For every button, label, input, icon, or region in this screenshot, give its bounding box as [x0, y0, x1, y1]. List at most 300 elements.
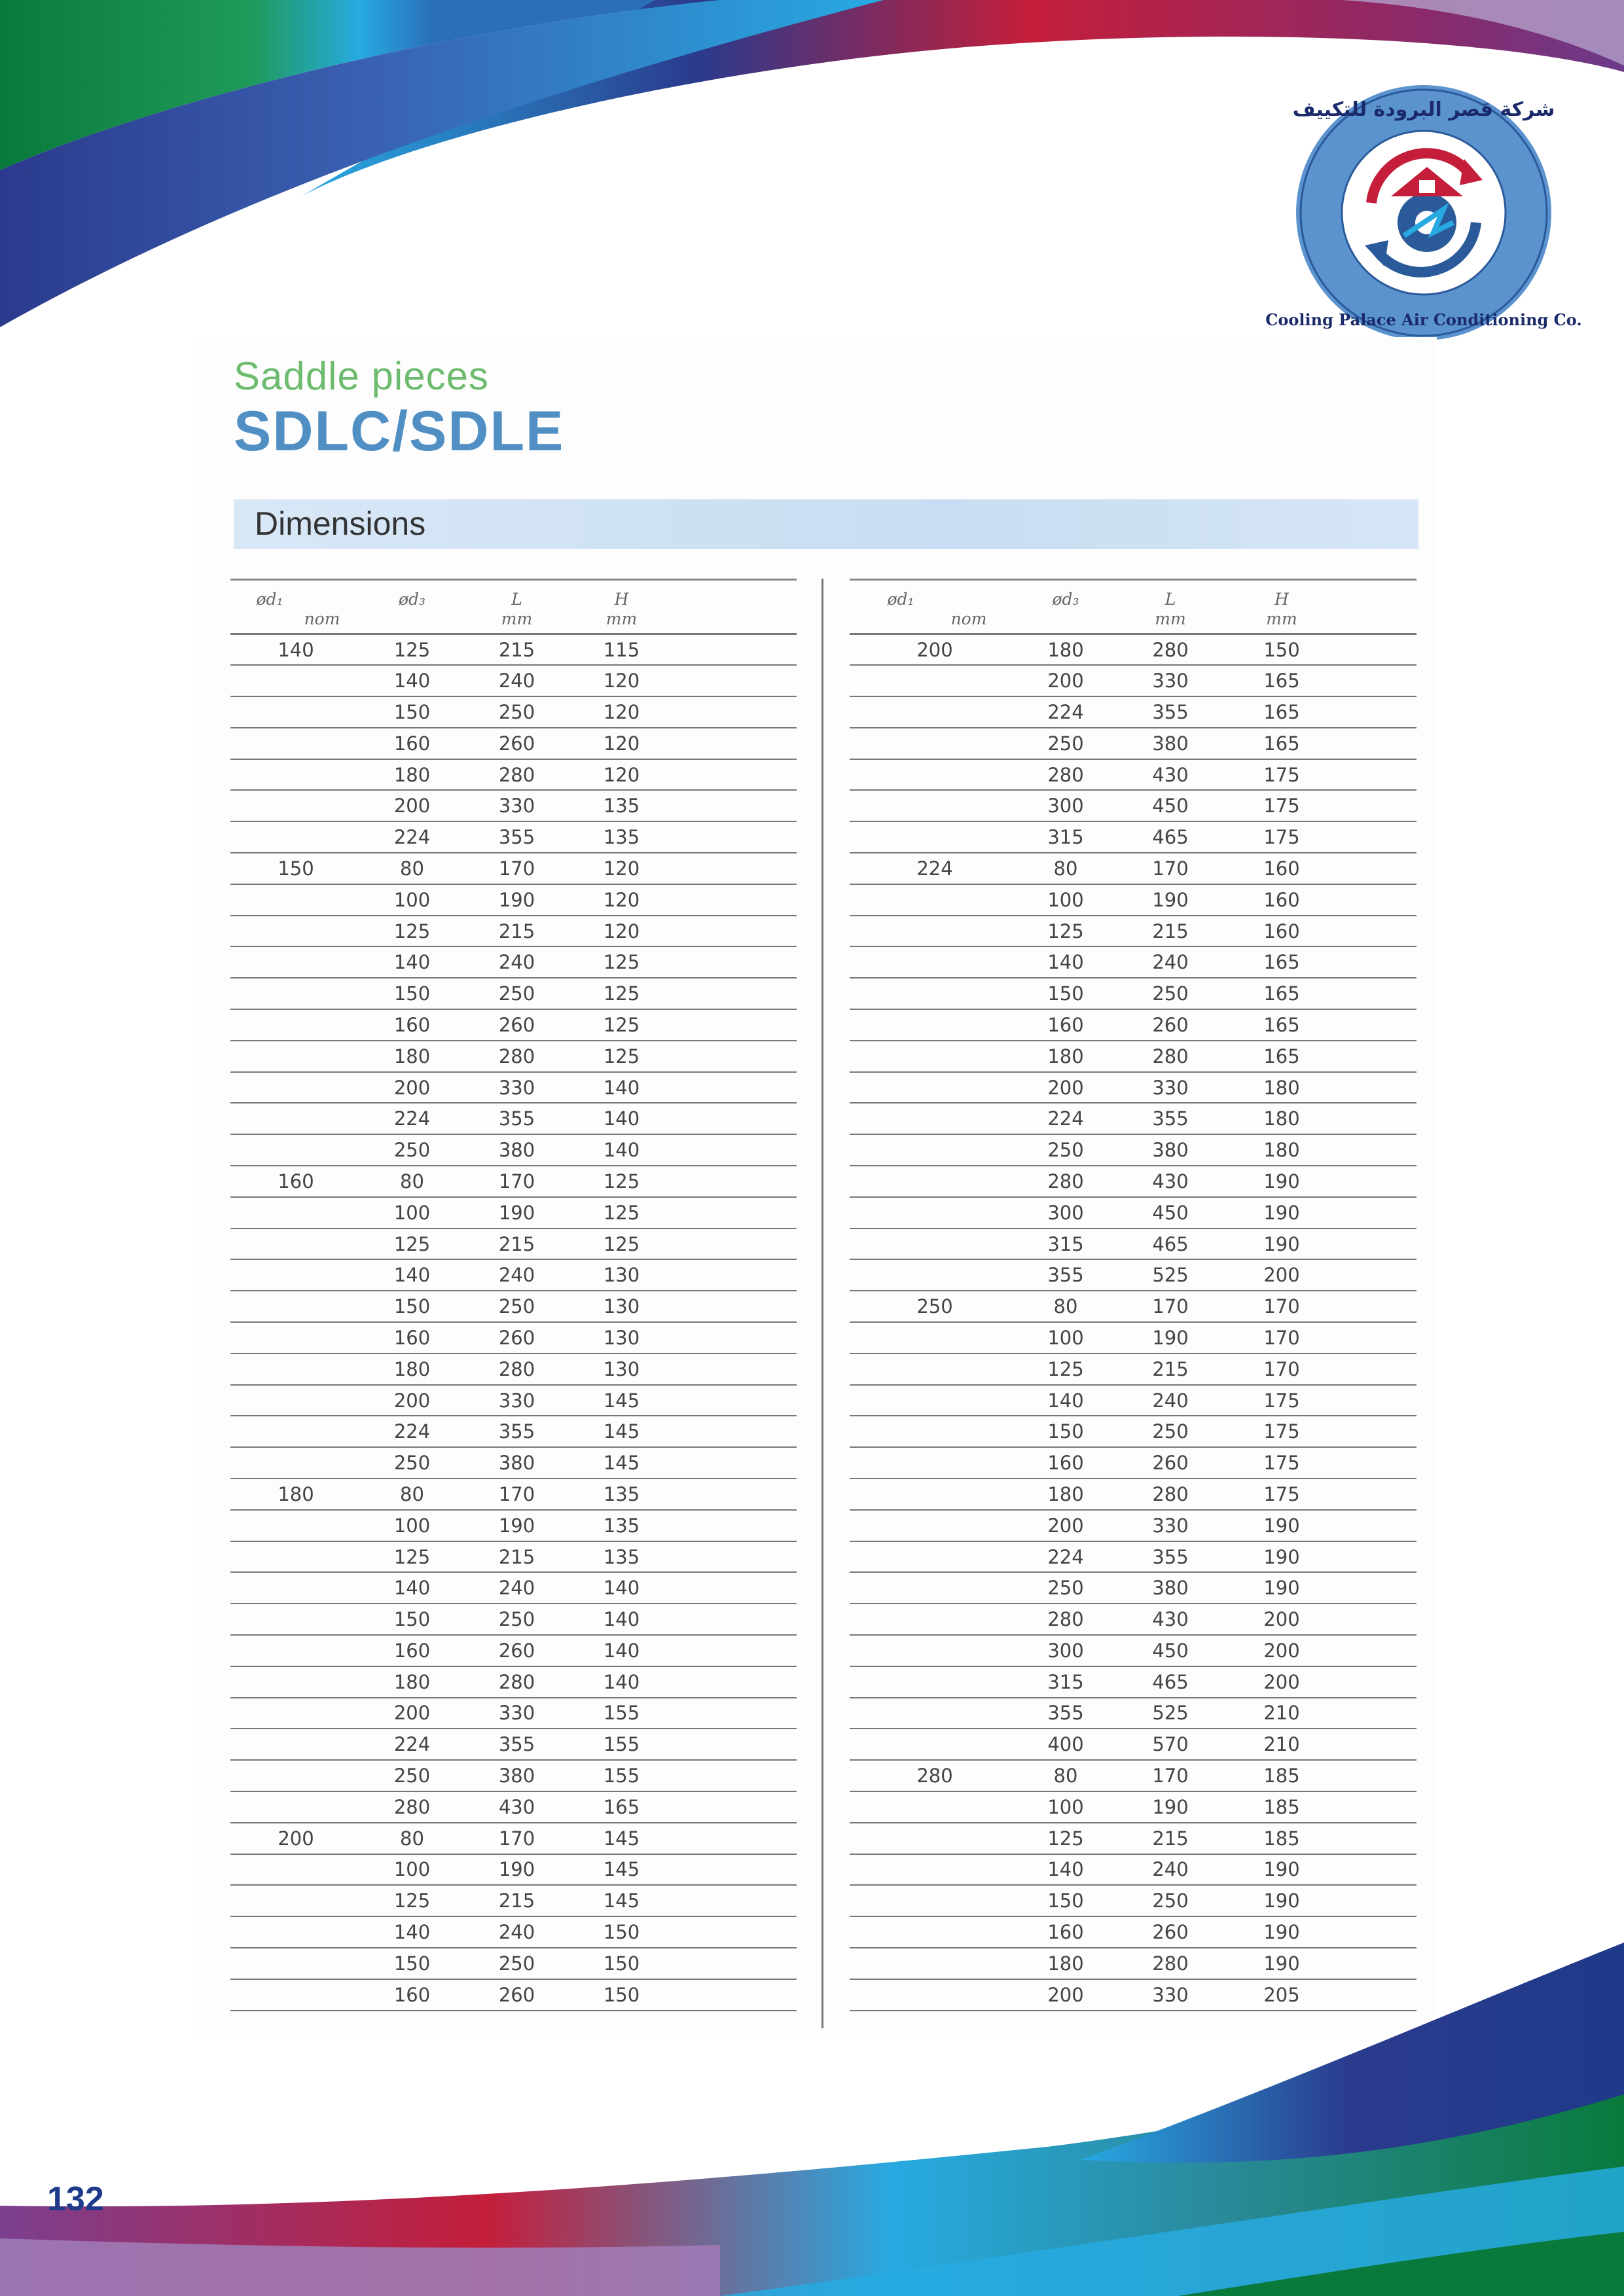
cell-h: 120	[603, 700, 640, 723]
cell-l: 465	[1152, 1232, 1189, 1255]
cell-h: 210	[1263, 1733, 1300, 1756]
cell-h: 165	[1263, 982, 1300, 1005]
cell-l: 430	[1152, 1170, 1189, 1193]
cell-d1	[850, 1009, 1020, 1041]
cell-d3: 180	[393, 763, 431, 786]
cell-d3: 160	[1047, 1921, 1084, 1944]
table-row	[850, 1197, 1416, 1229]
cell-d3: 100	[1047, 1795, 1084, 1818]
table-row	[230, 1166, 797, 1197]
table-row	[230, 1541, 797, 1573]
cell-spacer	[1334, 1197, 1416, 1229]
cell-l: 525	[1152, 1264, 1189, 1287]
cell-spacer	[672, 728, 797, 759]
table-row	[230, 1385, 797, 1416]
cell-spacer	[1334, 1604, 1416, 1635]
cell-d3: 280	[393, 1795, 431, 1818]
table-row	[850, 1259, 1416, 1291]
cell-spacer	[672, 946, 797, 978]
table-row	[230, 916, 797, 947]
cell-d3: 100	[393, 1201, 431, 1224]
cell-h: 185	[1263, 1795, 1300, 1818]
cell-l: 465	[1152, 826, 1189, 849]
table-row	[850, 1103, 1416, 1134]
cell-h: 140	[603, 1639, 640, 1662]
cell-h: 190	[1263, 1890, 1300, 1912]
cell-l: 190	[498, 1858, 535, 1881]
cell-d3: 125	[1047, 920, 1084, 942]
cell-l: 330	[1152, 1076, 1189, 1099]
cell-h: 120	[603, 857, 640, 880]
cell-l: 570	[1152, 1733, 1189, 1756]
cell-spacer	[672, 1854, 797, 1886]
cell-l: 190	[1152, 1326, 1189, 1349]
cell-d1	[230, 1197, 361, 1229]
cell-l: 330	[498, 795, 535, 817]
cell-l: 355	[1152, 1545, 1189, 1568]
cell-h: 190	[1263, 1952, 1300, 1975]
cell-h: 175	[1263, 1482, 1300, 1505]
cell-h: 135	[603, 1545, 640, 1568]
cell-d3: 200	[393, 1702, 431, 1725]
cell-h: 175	[1263, 763, 1300, 786]
cell-d3: 125	[393, 638, 431, 661]
cell-spacer	[1334, 1009, 1416, 1041]
cell-spacer	[1334, 1510, 1416, 1541]
cell-d3: 224	[393, 1733, 431, 1756]
table-row	[850, 1291, 1416, 1322]
cell-spacer	[1334, 665, 1416, 696]
cell-l: 240	[498, 670, 535, 692]
cell-spacer	[672, 1635, 797, 1666]
table-row	[230, 1479, 797, 1510]
cell-d1	[850, 696, 1020, 728]
table-row	[230, 1729, 797, 1760]
cell-d3: 224	[393, 1420, 431, 1443]
cell-l: 240	[498, 1921, 535, 1944]
cell-l: 355	[498, 1420, 535, 1443]
table-row	[230, 1134, 797, 1166]
cell-l: 215	[1152, 1827, 1189, 1850]
cell-h: 200	[1263, 1670, 1300, 1693]
cell-spacer	[1334, 1666, 1416, 1698]
company-logo	[1265, 82, 1582, 344]
table-body-left	[230, 634, 797, 2011]
cell-h: 200	[1263, 1639, 1300, 1662]
cell-spacer	[1334, 884, 1416, 916]
table-body-right	[850, 634, 1416, 2011]
cell-spacer	[1334, 1259, 1416, 1291]
cell-d1	[850, 1072, 1020, 1103]
cell-spacer	[1334, 1791, 1416, 1823]
cell-l: 260	[1152, 1452, 1189, 1475]
cell-d1	[230, 1291, 361, 1322]
cell-d3: 355	[1047, 1264, 1084, 1287]
cell-d3: 100	[1047, 888, 1084, 911]
cell-d1	[230, 1541, 361, 1573]
cell-d1	[230, 1572, 361, 1604]
cell-d1: 280	[916, 1765, 953, 1787]
cell-d3: 160	[1047, 1013, 1084, 1036]
cell-l: 215	[498, 920, 535, 942]
table-row	[850, 1666, 1416, 1698]
cell-d1	[230, 946, 361, 978]
table-row	[230, 946, 797, 978]
cell-spacer	[672, 1103, 797, 1134]
cell-h: 150	[603, 1921, 640, 1944]
table-row	[850, 1823, 1416, 1854]
cell-d3: 125	[393, 920, 431, 942]
cell-d1	[230, 1854, 361, 1886]
cell-h: 175	[1263, 1452, 1300, 1475]
cell-l: 190	[1152, 1795, 1189, 1818]
cell-l: 355	[1152, 1107, 1189, 1130]
cell-d3: 80	[400, 857, 424, 880]
cell-d3: 250	[1047, 1139, 1084, 1162]
cell-d3: 180	[1047, 638, 1084, 661]
cell-d3: 150	[393, 1295, 431, 1318]
cell-d1	[850, 1354, 1020, 1385]
cell-l: 215	[498, 1890, 535, 1912]
cell-l: 380	[1152, 1577, 1189, 1600]
cell-spacer	[672, 1572, 797, 1604]
cell-d1: 140	[278, 638, 314, 661]
table-row	[230, 821, 797, 853]
cell-h: 160	[1263, 888, 1300, 911]
table-row	[850, 884, 1416, 916]
cell-spacer	[1334, 1541, 1416, 1573]
table-row	[230, 1635, 797, 1666]
cell-l: 355	[498, 826, 535, 849]
cell-spacer	[672, 790, 797, 821]
cell-h: 120	[603, 732, 640, 755]
cell-l: 355	[498, 1107, 535, 1130]
table-row	[230, 1072, 797, 1103]
header-d1-nom: ød₁ nom	[256, 590, 340, 628]
cell-d1: 250	[916, 1295, 953, 1318]
cell-h: 125	[603, 951, 640, 974]
cell-h: 190	[1263, 1545, 1300, 1568]
cell-d3: 250	[393, 1139, 431, 1162]
table-row	[850, 665, 1416, 696]
cell-spacer	[1334, 821, 1416, 853]
cell-h: 155	[603, 1733, 640, 1756]
cell-spacer	[1334, 1291, 1416, 1322]
cell-spacer	[672, 1698, 797, 1729]
cell-d3: 200	[1047, 1076, 1084, 1099]
cell-spacer	[672, 1291, 797, 1322]
cell-d3: 150	[393, 982, 431, 1005]
cell-h: 210	[1263, 1702, 1300, 1725]
cell-spacer	[672, 1541, 797, 1573]
table-row	[850, 1635, 1416, 1666]
cell-d3: 280	[1047, 763, 1084, 786]
cell-l: 215	[498, 638, 535, 661]
cell-d3: 150	[1047, 1420, 1084, 1443]
cell-d3: 250	[393, 1765, 431, 1787]
cell-spacer	[1334, 1854, 1416, 1886]
cell-h: 190	[1263, 1232, 1300, 1255]
table-row	[850, 821, 1416, 853]
cell-d3: 125	[393, 1232, 431, 1255]
cell-d1	[850, 1103, 1020, 1134]
cell-d3: 125	[393, 1545, 431, 1568]
cell-d1	[850, 1854, 1020, 1886]
table-row	[230, 1791, 797, 1823]
cell-d1	[850, 946, 1020, 978]
cell-d3: 250	[1047, 1577, 1084, 1600]
cell-d3: 280	[1047, 1608, 1084, 1631]
cell-d1	[230, 978, 361, 1009]
cell-l: 260	[498, 1013, 535, 1036]
table-row	[850, 916, 1416, 947]
table-row	[230, 1229, 797, 1260]
cell-d1	[230, 1009, 361, 1041]
cell-spacer	[1334, 853, 1416, 884]
cell-d1	[230, 665, 361, 696]
cell-d1	[230, 1729, 361, 1760]
cell-d3: 200	[393, 1076, 431, 1099]
table-row	[850, 1479, 1416, 1510]
cell-spacer	[672, 1510, 797, 1541]
table-row	[230, 1354, 797, 1385]
cell-d3: 140	[393, 1577, 431, 1600]
table-row	[850, 1885, 1416, 1916]
cell-d3: 400	[1047, 1733, 1084, 1756]
cell-h: 165	[1263, 1013, 1300, 1036]
cell-d3: 200	[1047, 670, 1084, 692]
cell-l: 330	[1152, 670, 1189, 692]
cell-d3: 125	[1047, 1827, 1084, 1850]
cell-d1: 200	[278, 1827, 314, 1850]
cell-d1	[850, 1134, 1020, 1166]
cell-h: 165	[1263, 670, 1300, 692]
table-row	[230, 696, 797, 728]
table-row	[230, 1698, 797, 1729]
table-row	[230, 1259, 797, 1291]
cell-spacer	[672, 1134, 797, 1166]
cell-d1	[230, 884, 361, 916]
cell-d3: 200	[1047, 1983, 1084, 2006]
cell-l: 250	[1152, 1420, 1189, 1443]
cell-h: 175	[1263, 1420, 1300, 1443]
table-row	[850, 853, 1416, 884]
cell-h: 145	[603, 1452, 640, 1475]
cell-spacer	[1334, 1041, 1416, 1072]
table-row	[230, 1885, 797, 1916]
cell-spacer	[1334, 1760, 1416, 1791]
table-row	[230, 634, 797, 666]
table-row	[230, 759, 797, 791]
cell-h: 165	[1263, 700, 1300, 723]
header-h: H mm	[1266, 590, 1297, 628]
cell-d1	[850, 1666, 1020, 1698]
dimensions-table-left	[230, 579, 797, 2011]
cell-spacer	[1334, 1385, 1416, 1416]
cell-l: 250	[498, 700, 535, 723]
cell-d1	[850, 1635, 1020, 1666]
header-d1-nom: ød₁ nom	[887, 590, 987, 628]
header-h: H mm	[605, 590, 638, 628]
cell-spacer	[672, 1041, 797, 1072]
cell-d3: 160	[1047, 1452, 1084, 1475]
cell-h: 130	[603, 1326, 640, 1349]
cell-h: 135	[603, 1482, 640, 1505]
cell-spacer	[672, 1259, 797, 1291]
cell-l: 430	[498, 1795, 535, 1818]
table-row	[850, 1354, 1416, 1385]
cell-h: 165	[1263, 1045, 1300, 1067]
cell-d3: 180	[1047, 1045, 1084, 1067]
cell-spacer	[672, 1791, 797, 1823]
cell-h: 170	[1263, 1326, 1300, 1349]
cell-spacer	[672, 1666, 797, 1698]
dimensions-section-bar	[234, 499, 1418, 549]
cell-h: 190	[1263, 1514, 1300, 1537]
cell-d1	[850, 1229, 1020, 1260]
cell-d1	[230, 790, 361, 821]
cell-h: 170	[1263, 1357, 1300, 1380]
table-row	[850, 1416, 1416, 1447]
table-row	[230, 1197, 797, 1229]
cell-d1	[850, 1479, 1020, 1510]
table-row	[850, 1729, 1416, 1760]
cell-l: 250	[498, 1295, 535, 1318]
cell-h: 160	[1263, 857, 1300, 880]
cell-d1: 224	[916, 857, 953, 880]
cell-spacer	[1334, 790, 1416, 821]
cell-d1	[230, 1134, 361, 1166]
cell-d3: 200	[1047, 1514, 1084, 1537]
cell-l: 450	[1152, 1201, 1189, 1224]
table-row	[850, 696, 1416, 728]
cell-l: 170	[498, 857, 535, 880]
table-row	[230, 1322, 797, 1354]
cell-d1	[230, 1666, 361, 1698]
cell-l: 280	[498, 1357, 535, 1380]
cell-d3: 80	[1053, 1295, 1078, 1318]
cell-h: 190	[1263, 1577, 1300, 1600]
cell-spacer	[672, 1009, 797, 1041]
cell-d1	[230, 1604, 361, 1635]
cell-spacer	[1334, 1479, 1416, 1510]
cell-d1	[230, 1385, 361, 1416]
table-row	[850, 1791, 1416, 1823]
cell-l: 450	[1152, 795, 1189, 817]
table-row	[230, 978, 797, 1009]
cell-l: 330	[498, 1076, 535, 1099]
cell-l: 280	[498, 763, 535, 786]
cell-h: 130	[603, 1357, 640, 1380]
cell-spacer	[1334, 1322, 1416, 1354]
cell-l: 240	[498, 951, 535, 974]
cell-l: 380	[498, 1139, 535, 1162]
cell-h: 145	[603, 1858, 640, 1881]
cell-d3: 80	[400, 1482, 424, 1505]
cell-d1: 180	[278, 1482, 314, 1505]
cell-spacer	[672, 1197, 797, 1229]
cell-l: 215	[498, 1545, 535, 1568]
cell-d1	[230, 1322, 361, 1354]
cell-d3: 140	[393, 1264, 431, 1287]
cell-h: 180	[1263, 1107, 1300, 1130]
cell-l: 170	[1152, 1765, 1189, 1787]
cell-spacer	[1334, 1166, 1416, 1197]
cell-spacer	[1334, 978, 1416, 1009]
cell-spacer	[1334, 1416, 1416, 1447]
cell-d1	[850, 1197, 1020, 1229]
table-row	[850, 634, 1416, 666]
cell-h: 160	[1263, 920, 1300, 942]
cell-spacer	[672, 696, 797, 728]
product-title: SDLC/SDLE	[234, 400, 565, 463]
cell-d3: 224	[393, 826, 431, 849]
cell-l: 190	[498, 888, 535, 911]
cell-d3: 125	[1047, 1357, 1084, 1380]
cell-l: 380	[498, 1452, 535, 1475]
cell-spacer	[1334, 1635, 1416, 1666]
cell-h: 125	[603, 1045, 640, 1067]
cell-l: 380	[498, 1765, 535, 1787]
cell-h: 120	[603, 888, 640, 911]
cell-d1	[850, 1698, 1020, 1729]
cell-d3: 224	[393, 1107, 431, 1130]
table-row	[850, 1604, 1416, 1635]
cell-h: 175	[1263, 826, 1300, 849]
cell-l: 240	[1152, 1389, 1189, 1412]
cell-d3: 140	[1047, 1858, 1084, 1881]
cell-spacer	[1334, 1134, 1416, 1166]
cell-d3: 80	[1053, 1765, 1078, 1787]
header-spacer	[672, 580, 797, 634]
cell-d1	[850, 665, 1020, 696]
table-row	[850, 1134, 1416, 1166]
cell-l: 170	[1152, 1295, 1189, 1318]
cell-d1	[230, 728, 361, 759]
cell-d3: 180	[393, 1670, 431, 1693]
cell-h: 165	[603, 1795, 640, 1818]
cell-spacer	[1334, 1447, 1416, 1479]
table-row	[850, 759, 1416, 791]
cell-d1	[850, 1572, 1020, 1604]
cell-spacer	[1334, 1698, 1416, 1729]
cell-d3: 150	[1047, 982, 1084, 1005]
cell-spacer	[672, 853, 797, 884]
cell-d1	[850, 884, 1020, 916]
cell-d1	[230, 696, 361, 728]
cell-h: 190	[1263, 1170, 1300, 1193]
cell-spacer	[672, 821, 797, 853]
cell-l: 330	[1152, 1514, 1189, 1537]
cell-spacer	[672, 1385, 797, 1416]
cell-spacer	[672, 665, 797, 696]
table-row	[230, 1854, 797, 1886]
cell-d1: 160	[278, 1170, 314, 1193]
cell-l: 250	[1152, 982, 1189, 1005]
table-row	[850, 790, 1416, 821]
product-subtitle: Saddle pieces	[234, 354, 489, 398]
cell-d3: 300	[1047, 795, 1084, 817]
cell-l: 430	[1152, 763, 1189, 786]
cell-d3: 80	[1053, 857, 1078, 880]
cell-h: 140	[603, 1608, 640, 1631]
cell-d3: 125	[393, 1890, 431, 1912]
table-row	[850, 1541, 1416, 1573]
cell-spacer	[672, 1729, 797, 1760]
cell-l: 280	[1152, 1952, 1189, 1975]
cell-d3: 140	[393, 670, 431, 692]
cell-d1	[850, 759, 1020, 791]
